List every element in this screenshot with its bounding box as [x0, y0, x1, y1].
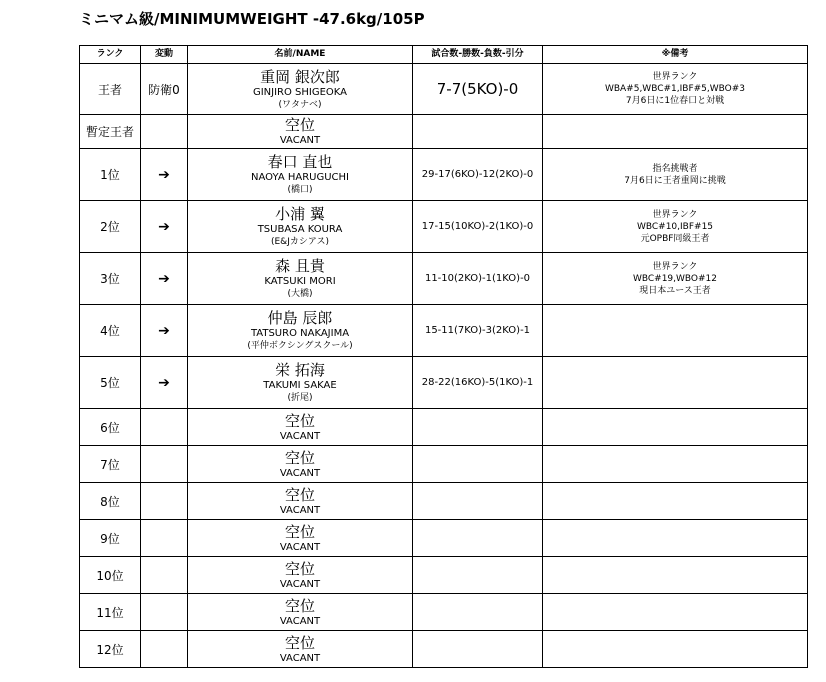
arrow-right-icon: ➔: [141, 305, 188, 357]
rank-cell: 3位: [80, 253, 141, 305]
rank-cell: 10位: [80, 557, 141, 594]
table-row: [80, 446, 808, 483]
record-cell: [413, 115, 543, 149]
name-en: VACANT: [279, 430, 321, 442]
name-jp: 空位: [284, 411, 315, 430]
rank-cell: 2位: [80, 201, 141, 253]
table-row: [80, 483, 808, 520]
change-cell: [141, 115, 188, 149]
arrow-right-icon: ➔: [141, 357, 188, 409]
name-en: VACANT: [279, 467, 321, 479]
name-en: TAKUMI SAKAE: [263, 380, 337, 391]
ranking-table: [79, 45, 808, 668]
record-cell: 11-10(2KO)-1(1KO)-0: [413, 253, 543, 305]
change-cell: [141, 594, 188, 631]
page-title: ミニマム級/MINIMUMWEIGHT -47.6kg/105P: [79, 10, 425, 28]
name-cell: [188, 253, 413, 305]
header-change: 変動: [141, 46, 188, 64]
remarks-cell: [543, 149, 808, 201]
table-row: [80, 631, 808, 668]
name-cell: [188, 149, 413, 201]
remarks-cell: [543, 115, 808, 149]
remark-line: 指名挑戦者: [652, 163, 698, 174]
gym-name: (E&Jカシアス): [270, 237, 330, 247]
remark-line: 7月6日に1位春口と対戦: [625, 96, 725, 106]
table-row: [80, 594, 808, 631]
change-cell: 防衛0: [141, 64, 188, 115]
table-row: [80, 409, 808, 446]
remarks-cell: [543, 446, 808, 483]
name-cell: [188, 557, 413, 594]
record-cell: [413, 520, 543, 557]
gym-name: (折尾): [287, 393, 313, 403]
change-cell: [141, 409, 188, 446]
arrow-right-icon: ➔: [141, 149, 188, 201]
change-cell: [141, 446, 188, 483]
name-en: VACANT: [279, 578, 321, 590]
name-cell: [188, 64, 413, 115]
remark-line: 世界ランク: [652, 261, 698, 272]
name-en: VACANT: [279, 504, 321, 516]
gym-name: (橋口): [287, 185, 313, 195]
rank-cell: 4位: [80, 305, 141, 357]
gym-name: (平仲ボクシングスクール): [247, 341, 353, 351]
record-cell: 17-15(10KO)-2(1KO)-0: [413, 201, 543, 253]
record-cell: 15-11(7KO)-3(2KO)-1: [413, 305, 543, 357]
table-row-interim: [80, 115, 808, 149]
remark-line: 7月6日に王者重岡に挑戦: [624, 175, 726, 186]
remarks-cell: [543, 201, 808, 253]
remark-line: 現日本ユース王者: [639, 285, 711, 296]
name-jp: 空位: [284, 633, 315, 652]
rank-cell: 暫定王者: [80, 115, 141, 149]
name-en: KATSUKI MORI: [264, 276, 336, 287]
rank-cell: 9位: [80, 520, 141, 557]
name-jp: 春口 直也: [267, 153, 333, 171]
name-cell: [188, 483, 413, 520]
name-jp: 栄 拓海: [275, 361, 325, 379]
record-cell: [413, 409, 543, 446]
arrow-right-icon: ➔: [141, 201, 188, 253]
table-row: [80, 253, 808, 305]
change-cell: [141, 557, 188, 594]
name-jp: 空位: [284, 559, 315, 578]
name-en: VACANT: [279, 135, 321, 146]
name-en: VACANT: [279, 652, 321, 664]
table-header-row: [80, 46, 808, 64]
record-cell: [413, 446, 543, 483]
remarks-cell: [543, 557, 808, 594]
header-record: 試合数-勝数-負数-引分: [413, 46, 543, 64]
table-row-champion: [80, 64, 808, 115]
header-rank: ランク: [80, 46, 141, 64]
name-jp: 森 且貴: [275, 257, 325, 275]
name-en: TATSURO NAKAJIMA: [250, 328, 350, 339]
table-row: [80, 201, 808, 253]
name-jp: 空位: [284, 522, 315, 541]
rank-cell: 5位: [80, 357, 141, 409]
name-jp: 空位: [284, 596, 315, 615]
remark-line: 世界ランク: [652, 209, 698, 220]
gym-name: (ワタナベ): [278, 99, 322, 110]
table-row: [80, 557, 808, 594]
name-cell: [188, 446, 413, 483]
remarks-cell: [543, 253, 808, 305]
rank-cell: 王者: [80, 64, 141, 115]
rank-cell: 6位: [80, 409, 141, 446]
remarks-cell: [543, 520, 808, 557]
table-row: [80, 149, 808, 201]
remark-line: WBA#5,WBC#1,IBF#5,WBO#3: [604, 84, 746, 94]
header-remarks: ※備考: [543, 46, 808, 64]
name-jp: 仲島 辰郎: [267, 309, 333, 327]
remarks-cell: [543, 483, 808, 520]
remarks-cell: [543, 594, 808, 631]
rank-cell: 1位: [80, 149, 141, 201]
table-row: [80, 357, 808, 409]
name-jp: 重岡 銀次郎: [260, 67, 340, 86]
record-cell: 28-22(16KO)-5(1KO)-1: [413, 357, 543, 409]
name-en: TSUBASA KOURA: [257, 224, 343, 235]
record-cell: [413, 631, 543, 668]
name-en: NAOYA HARUGUCHI: [251, 172, 349, 183]
name-cell: [188, 520, 413, 557]
change-cell: [141, 631, 188, 668]
name-cell: [188, 631, 413, 668]
name-cell: [188, 594, 413, 631]
remarks-cell: [543, 409, 808, 446]
remark-line: WBC#19,WBO#12: [632, 273, 718, 284]
change-cell: [141, 520, 188, 557]
remarks-cell: [543, 357, 808, 409]
rank-cell: 7位: [80, 446, 141, 483]
name-cell: [188, 305, 413, 357]
table-row: [80, 520, 808, 557]
name-jp: 空位: [284, 448, 315, 467]
record-cell: [413, 483, 543, 520]
rank-cell: 8位: [80, 483, 141, 520]
remark-line: 元OPBF同級王者: [640, 233, 710, 244]
record-cell: 7-7(5KO)-0: [413, 64, 543, 115]
name-cell: [188, 357, 413, 409]
record-cell: [413, 594, 543, 631]
header-name: 名前/NAME: [188, 46, 413, 64]
record-cell: 29-17(6KO)-12(2KO)-0: [413, 149, 543, 201]
name-cell: [188, 115, 413, 149]
remark-line: 世界ランク: [652, 72, 698, 82]
name-cell: [188, 409, 413, 446]
rank-cell: 12位: [80, 631, 141, 668]
remarks-cell: [543, 305, 808, 357]
change-cell: [141, 483, 188, 520]
remark-line: WBC#10,IBF#15: [636, 221, 714, 232]
table-row: [80, 305, 808, 357]
name-jp: 小浦 翼: [275, 205, 325, 223]
name-en: GINJIRO SHIGEOKA: [252, 86, 348, 98]
name-cell: [188, 201, 413, 253]
remarks-cell: [543, 631, 808, 668]
name-en: VACANT: [279, 541, 321, 553]
remarks-cell: [543, 64, 808, 115]
gym-name: (大橋): [287, 289, 313, 299]
arrow-right-icon: ➔: [141, 253, 188, 305]
record-cell: [413, 557, 543, 594]
name-en: VACANT: [279, 615, 321, 627]
name-jp: 空位: [284, 485, 315, 504]
rank-cell: 11位: [80, 594, 141, 631]
name-jp: 空位: [284, 116, 315, 134]
